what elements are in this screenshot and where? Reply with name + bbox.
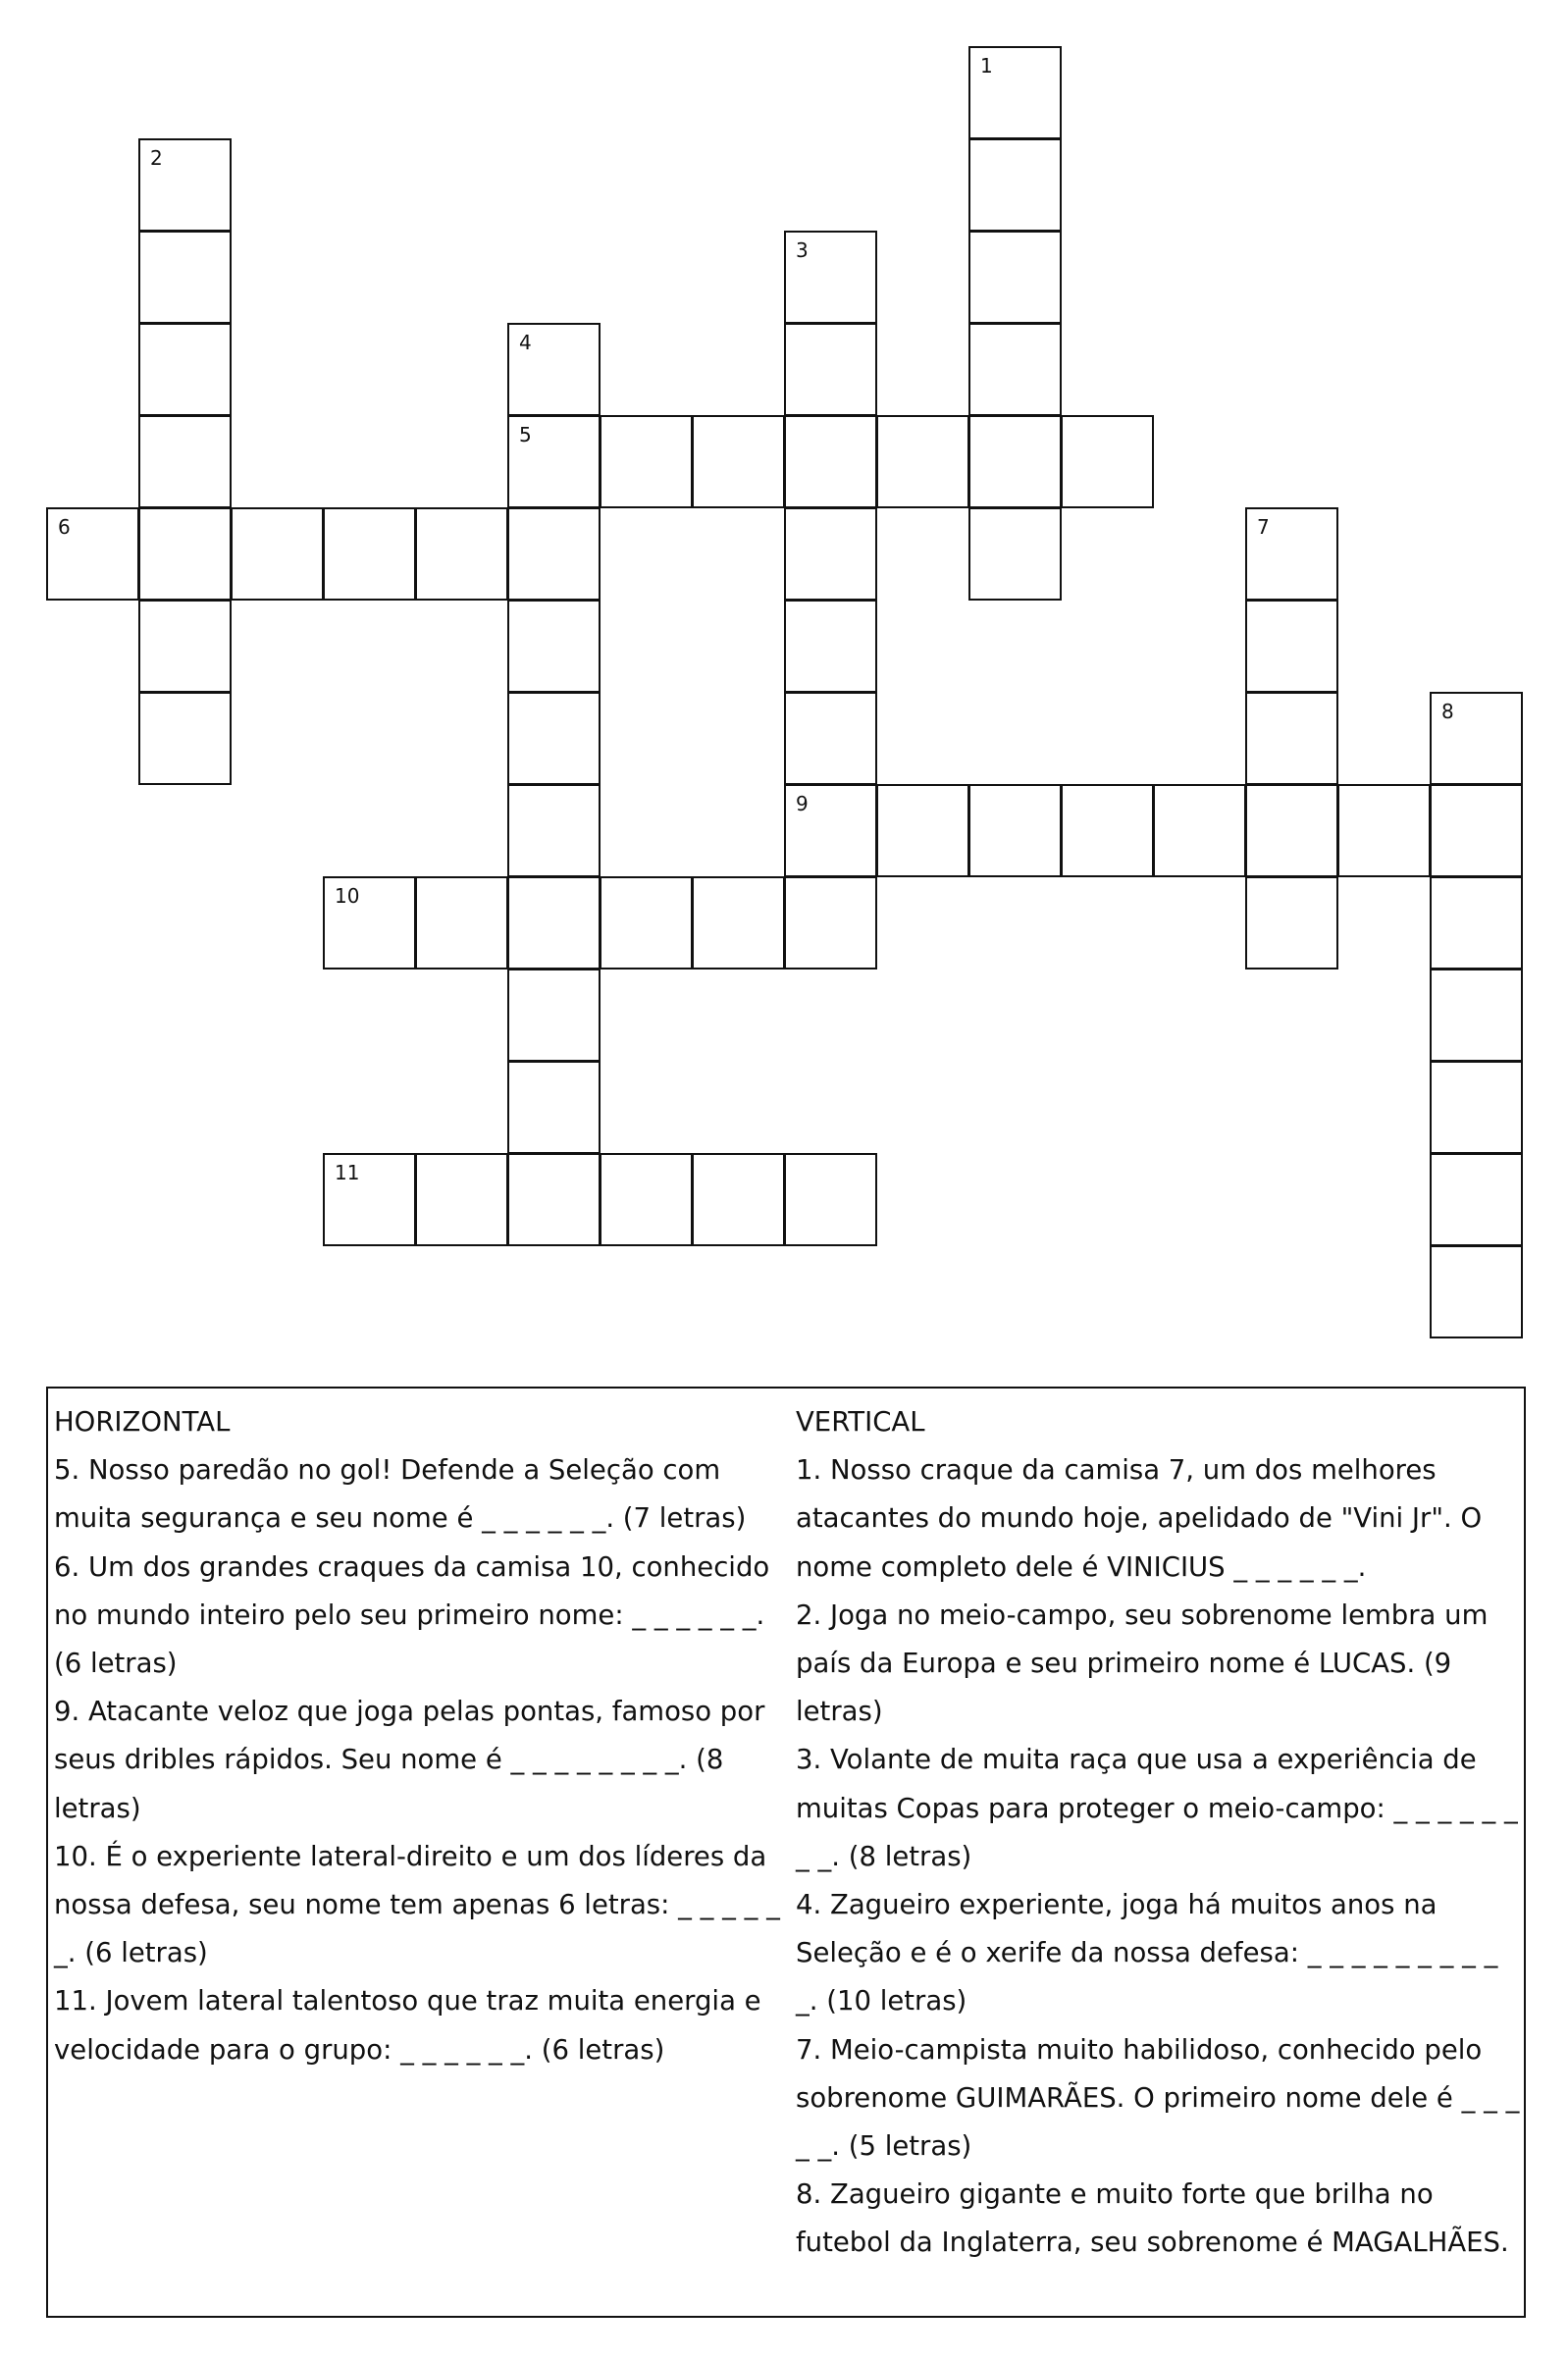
grid-cell[interactable] <box>1430 784 1523 877</box>
grid-cell[interactable] <box>692 876 785 970</box>
grid-cell[interactable] <box>1430 1245 1523 1338</box>
grid-cell[interactable] <box>968 415 1062 508</box>
grid-cell[interactable] <box>138 692 232 785</box>
clue-down-7: 7. Meio-campista muito habilidoso, conhecido pelo sobrenome GUIMARÃES. O primeiro nome dele é _ _ _ _ _. (5 letras) <box>796 2033 1520 2163</box>
grid-cell[interactable] <box>323 507 416 601</box>
grid-cell[interactable] <box>784 692 877 785</box>
grid-cell[interactable] <box>1430 692 1523 785</box>
grid-cell[interactable] <box>968 138 1062 232</box>
grid-cell[interactable] <box>784 876 877 970</box>
clue-number: 1 <box>980 54 993 78</box>
clue-number: 7 <box>1257 515 1270 539</box>
grid-cell[interactable] <box>1430 969 1523 1062</box>
grid-cell[interactable] <box>507 876 601 970</box>
clue-number: 8 <box>1441 700 1454 723</box>
grid-cell[interactable] <box>784 507 877 601</box>
grid-cell[interactable] <box>876 415 969 508</box>
grid-cell[interactable] <box>784 784 877 877</box>
grid-cell[interactable] <box>1430 876 1523 970</box>
clue-number: 2 <box>150 146 163 170</box>
grid-cell[interactable] <box>1430 1153 1523 1246</box>
grid-cell[interactable] <box>231 507 324 601</box>
grid-cell[interactable] <box>507 692 601 785</box>
grid-cell[interactable] <box>507 415 601 508</box>
grid-cell[interactable] <box>968 323 1062 416</box>
grid-cell[interactable] <box>323 876 416 970</box>
grid-cell[interactable] <box>1153 784 1246 877</box>
grid-cell[interactable] <box>415 1153 508 1246</box>
grid-cell[interactable] <box>1430 1061 1523 1154</box>
clue-across-11: 11. Jovem lateral talentoso que traz muita energia e velocidade para o grupo: _ _ _ _ _ _. (6 letras) <box>54 1985 761 2066</box>
grid-cell[interactable] <box>1245 876 1338 970</box>
grid-cell[interactable] <box>784 600 877 693</box>
grid-cell[interactable] <box>1245 692 1338 785</box>
clue-number: 11 <box>335 1161 360 1184</box>
grid-cell[interactable] <box>1245 784 1338 877</box>
grid-cell[interactable] <box>968 231 1062 324</box>
grid-cell[interactable] <box>138 415 232 508</box>
grid-cell[interactable] <box>138 231 232 324</box>
grid-cell[interactable] <box>46 507 139 601</box>
clue-number: 4 <box>519 331 532 354</box>
grid-cell[interactable] <box>415 507 508 601</box>
grid-cell[interactable] <box>138 323 232 416</box>
grid-cell[interactable] <box>1337 784 1431 877</box>
clue-number: 6 <box>58 515 71 539</box>
grid-cell[interactable] <box>600 1153 693 1246</box>
horizontal-clues-column <box>54 1398 788 2074</box>
grid-cell[interactable] <box>323 1153 416 1246</box>
clues-box <box>46 1387 1526 2318</box>
clue-across-6: 6. Um dos grandes craques da camisa 10, conhecido no mundo inteiro pelo seu primeiro nome: _ _ _ _ _ _. (6 letras) <box>54 1550 770 1680</box>
grid-cell[interactable] <box>784 415 877 508</box>
clue-number: 9 <box>796 792 809 815</box>
grid-cell[interactable] <box>507 507 601 601</box>
grid-cell[interactable] <box>507 1153 601 1246</box>
clue-down-4: 4. Zagueiro experiente, joga há muitos anos na Seleção e é o xerife da nossa defesa: _ _ _ _ _ _ _ _ _ _. (10 letras) <box>796 1889 1498 2018</box>
grid-cell[interactable] <box>784 323 877 416</box>
grid-cell[interactable] <box>784 1153 877 1246</box>
horizontal-heading: HORIZONTAL <box>54 1406 231 1438</box>
grid-cell[interactable] <box>1061 415 1154 508</box>
grid-cell[interactable] <box>507 969 601 1062</box>
grid-cell[interactable] <box>600 415 693 508</box>
clue-number: 5 <box>519 423 532 446</box>
grid-cell[interactable] <box>784 231 877 324</box>
clue-down-1: 1. Nosso craque da camisa 7, um dos melhores atacantes do mundo hoje, apelidado de "Vini Jr". O nome completo dele é VINICIUS _ _ _ _ _ _. <box>796 1454 1483 1583</box>
clue-down-8: 8. Zagueiro gigante e muito forte que brilha no futebol da Inglaterra, seu sobrenome é MAGALHÃES. <box>796 2178 1509 2259</box>
clue-down-2: 2. Joga no meio-campo, seu sobrenome lembra um país da Europa e seu primeiro nome é LUCAS. (9 letras) <box>796 1599 1489 1728</box>
grid-cell[interactable] <box>507 323 601 416</box>
vertical-clues-column <box>796 1398 1524 2268</box>
grid-cell[interactable] <box>876 784 969 877</box>
grid-cell[interactable] <box>138 138 232 232</box>
grid-cell[interactable] <box>507 1061 601 1154</box>
clue-across-9: 9. Atacante veloz que joga pelas pontas, famoso por seus dribles rápidos. Seu nome é _ _ _ _ _ _ _ _. (8 letras) <box>54 1696 765 1824</box>
grid-cell[interactable] <box>692 415 785 508</box>
grid-cell[interactable] <box>600 876 693 970</box>
clue-number: 10 <box>335 884 360 908</box>
clue-down-3: 3. Volante de muita raça que usa a experiência de muitas Copas para proteger o meio-campo: _ _ _ _ _ _ _ _. (8 letras) <box>796 1744 1518 1872</box>
grid-cell[interactable] <box>138 507 232 601</box>
grid-cell[interactable] <box>692 1153 785 1246</box>
grid-cell[interactable] <box>1245 600 1338 693</box>
grid-cell[interactable] <box>968 784 1062 877</box>
grid-cell[interactable] <box>138 600 232 693</box>
grid-cell[interactable] <box>415 876 508 970</box>
clue-number: 3 <box>796 238 809 262</box>
grid-cell[interactable] <box>968 46 1062 139</box>
grid-cell[interactable] <box>507 600 601 693</box>
clue-across-5: 5. Nosso paredão no gol! Defende a Seleção com muita segurança e seu nome é _ _ _ _ _ _. (7 letras) <box>54 1454 747 1535</box>
grid-cell[interactable] <box>968 507 1062 601</box>
grid-cell[interactable] <box>507 784 601 877</box>
vertical-heading: VERTICAL <box>796 1406 925 1438</box>
grid-cell[interactable] <box>1245 507 1338 601</box>
clue-across-10: 10. É o experiente lateral-direito e um dos líderes da nossa defesa, seu nome tem apenas 6 letras: _ _ _ _ _ _. (6 letras) <box>54 1840 780 1969</box>
grid-cell[interactable] <box>1061 784 1154 877</box>
